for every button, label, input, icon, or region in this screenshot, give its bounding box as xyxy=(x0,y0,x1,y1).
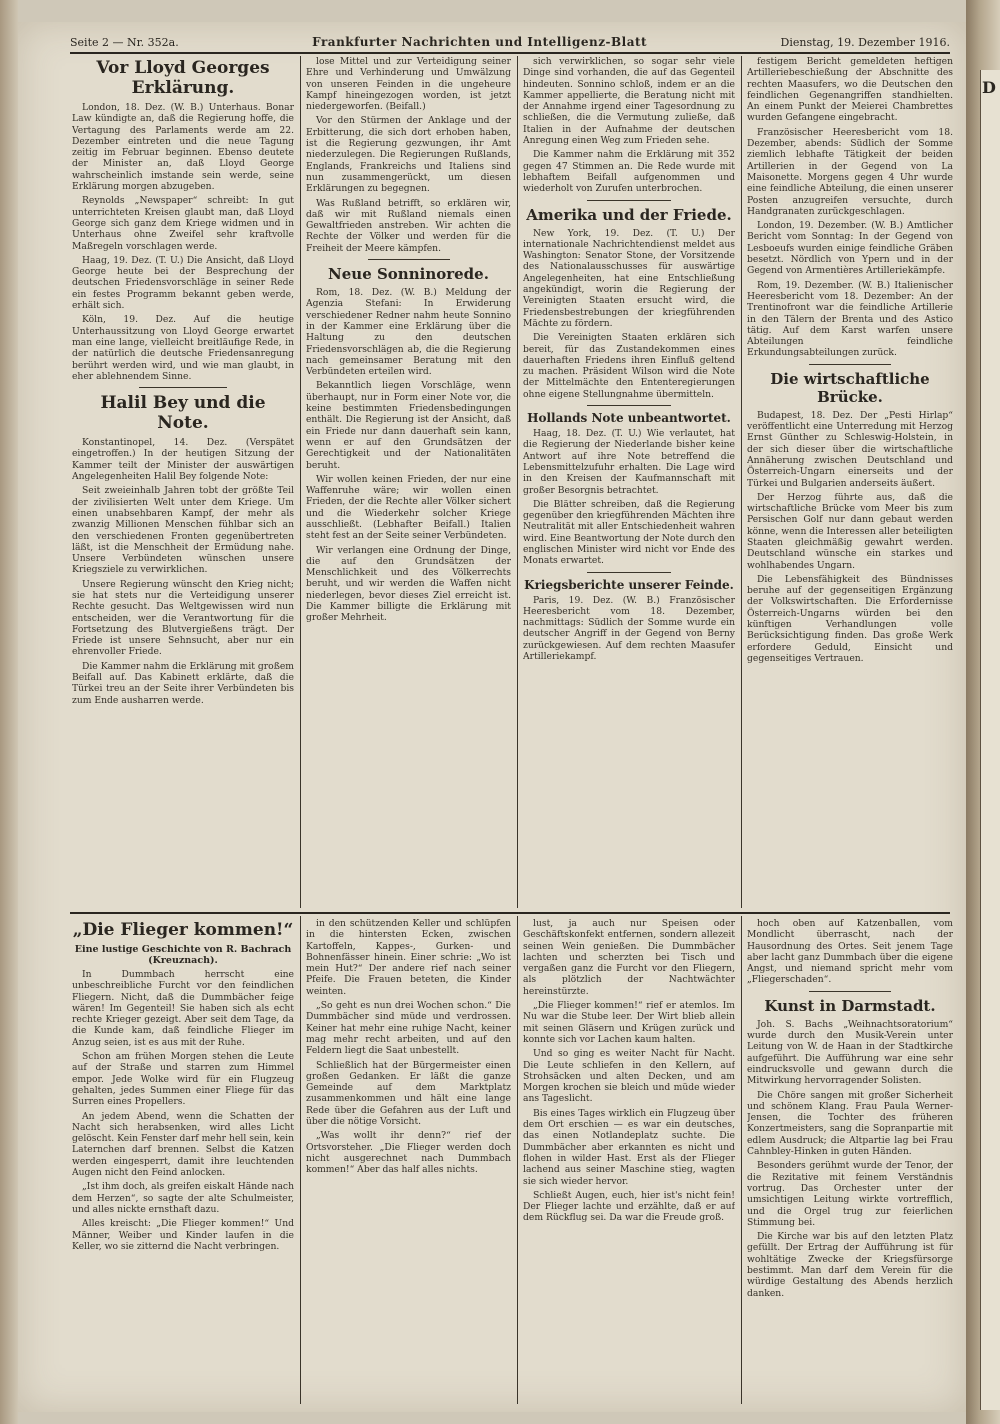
article-separator xyxy=(368,259,450,260)
article-paragraph: Was Rußland betrifft, so erklären wir, daß wir mit Rußland niemals einen Gewaltfrieden anstreben. Wir achten die Rechte der Völker und werden für die Freiheit der Meere kämpfen. xyxy=(306,197,511,254)
story-byline: Eine lustige Geschichte von R. Bachrach (Kreuznach). xyxy=(74,944,292,966)
masthead-rule xyxy=(70,52,950,54)
column-rule-6 xyxy=(741,916,742,1404)
next-page-edge xyxy=(966,0,1000,1424)
article-paragraph: Die Kammer nahm die Erklärung mit 352 gegen 47 Stimmen an. Die Rede wurde mit lebhaftem Beifall aufgenommen und wiederholt von Zurufen unterbrochen. xyxy=(523,149,735,195)
story-paragraph: Schon am frühen Morgen stehen die Leute auf der Straße und starren zum Himmel empor. Jede Wolke wird für ein Flugzeug gehalten, jedes Summen einer Fliege für das Surren eines Propellers. xyxy=(72,1051,294,1108)
page-number: Seite 2 — Nr. 352a. xyxy=(70,35,179,49)
headline-hollands-note: Hollands Note unbeantwortet. xyxy=(527,411,731,426)
story-paragraph: „So geht es nun drei Wochen schon.“ Die Dummbächer sind müde und verdrossen. Keiner hat mehr eine ruhige Nacht, keiner mag mehr recht arbeiten, und auf den Feldern liegt die Saat unbestellt. xyxy=(306,1000,511,1057)
article-separator xyxy=(587,572,672,573)
story-paragraph: „Was wollt ihr denn?“ rief der Ortsvorsteher. „Die Flieger werden doch nicht ausgerechnet nach Dummbach kommen!“ Aber das half alles nichts. xyxy=(306,1130,511,1176)
column-4 xyxy=(747,56,953,908)
column-rule-4 xyxy=(300,916,301,1404)
article-paragraph: Rom, 19. Dezember. (W. B.) Italienischer Heeresbericht vom 18. Dezember: An der Trentinofront war die feindliche Artillerie in den Tälern der Brenta und des Astico tätig. Auf dem Karst warfen unsere Abteilungen feindliche Erkundungsabteilungen zurück. xyxy=(747,279,953,359)
column-1 xyxy=(72,56,294,908)
article-paragraph: Der Herzog führte aus, daß die wirtschaftliche Brücke vom Meer bis zum Persischen Golf nur dann gebaut werden könne, wenn die Interessen aller beteiligten Staaten gleichmäßig gewahrt werden. Deutschland wünsche ein starkes und wohlhabendes Ungarn. xyxy=(747,491,953,571)
headline-sonnino: Neue Sonninorede. xyxy=(328,265,489,284)
article-paragraph: Vor den Stürmen der Anklage und der Erbitterung, die sich dort erhoben haben, ist die Regierung gezwungen, ihr Amt niederzulegen. Die Regierungen Rußlands, Englands, Frankreichs und Italiens sind nun zusammengerückt, um diesen Erklärungen zu begegnen. xyxy=(306,115,511,195)
feuilleton-column-4 xyxy=(747,918,953,1402)
article-separator xyxy=(809,991,891,992)
article-paragraph: Köln, 19. Dez. Auf die heutige Unterhaussitzung von Lloyd George erwartet man eine lange, vielleicht breitläufige Rede, in der natürlich die deutsche Friedensanregung berührt werden wird, und wie man glaubt, in eher ablehnendem Sinne. xyxy=(72,314,294,382)
section-divider xyxy=(70,912,950,914)
article-paragraph: London, 19. Dezember. (W. B.) Amtlicher Bericht vom Sonntag: In der Gegend von Lesboeufs wurden einige feindliche Gräben besetzt. Nördlich von Ypern und in der Gegend von Armentières Artilleriekämpfe. xyxy=(747,220,953,277)
article-paragraph: Wir wollen keinen Frieden, der nur eine Waffenruhe wäre; wir wollen einen Frieden, der die Rechte aller Völker sichert und die Wiederkehr solcher Kriege ausschließt. (Lebhafter Beifall.) Italien steht fest an der Seite seiner Verbündeten. xyxy=(306,473,511,542)
masthead xyxy=(70,34,950,50)
article-paragraph: Unsere Regierung wünscht den Krieg nicht; sie hat stets nur die Verteidigung unserer Rechte gesucht. Das Weltgewissen wird nun entscheiden, wer die Verantwortung für die Fortsetzung des Blutvergießens trägt. Der Friede ist unsere Sehnsucht, aber nur ein ehrenvoller Friede. xyxy=(72,578,294,658)
story-paragraph: Schließlich hat der Bürgermeister einen großen Gedanken. Er läßt die ganze Gemeinde auf dem Marktplatz zusammenkommen und hält eine lange Rede über die Gefahren aus der Luft und über die nötige Vorsicht. xyxy=(306,1059,511,1128)
article-paragraph: Paris, 19. Dez. (W. B.) Französischer Heeresbericht vom 18. Dezember, nachmittags: Südlich der Somme wurde ein deutscher Angriff in der Gegend von Berny zurückgewiesen. Auf dem rechten Maasufer Artilleriekampf. xyxy=(523,594,735,663)
article-paragraph: sich verwirklichen, so sogar sehr viele Dinge sind vorhanden, die auf das Gegenteil hindeuten. Sonnino schloß, indem er an die Kammer appellierte, die Beratung nicht mit der Annahme irgend einer Tagesordnung zu schließen, die die Vermutung zuließe, daß Italien in der Aufnahme der deutschen Anregung einen Weg zum Frieden sehe. xyxy=(523,56,735,147)
feuilleton-column-2 xyxy=(306,918,511,1402)
story-paragraph: „Die Flieger kommen!“ rief er atemlos. Im Nu war die Stube leer. Der Wirt blieb allein mit seinen Gläsern und Krügen zurück und konnte sich vor Lachen kaum halten. xyxy=(523,1000,735,1045)
column-rule-2 xyxy=(517,56,518,908)
story-paragraph: An jedem Abend, wenn die Schatten der Nacht sich herabsenken, wird alles Licht gelöscht. Kein Fenster darf mehr hell sein, kein Laternchen darf brennen. Selbst die Katzen werden eingesperrt, damit ihre leuchtenden Augen nicht den Feind anlocken. xyxy=(72,1110,294,1179)
issue-date: Dienstag, 19. Dezember 1916. xyxy=(780,35,950,49)
article-paragraph: Seit zweieinhalb Jahren tobt der größte Teil der zivilisierten Welt unter dem Kriege. Um einen unabsehbaren Kampf, der mehr als zwanzig Millionen Menschen fühlbar sich an den verschiedenen Fronten gegenübertreten läßt, ist die Menschheit der Ermüdung nahe. Unsere Verbündeten wünschen unsere Kriegsziele zu verwirklichen. xyxy=(72,485,294,576)
review-paragraph: Die Chöre sangen mit großer Sicherheit und schönem Klang. Frau Paula Werner-Jensen, die Tochter des früheren Konzertmeisters, sang die Sopranpartie mit edlem Ausdruck; die Altpartie lag bei Frau Cahnbley-Hinken in guten Händen. xyxy=(747,1089,953,1158)
story-paragraph: „Ist ihm doch, als greifen eiskalt Hände nach dem Herzen“, so sagte der alte Schulmeister, und alles nickte ernsthaft dazu. xyxy=(72,1181,294,1215)
next-page-letter: D xyxy=(982,78,996,97)
article-paragraph: Haag, 19. Dez. (T. U.) Die Ansicht, daß Lloyd George heute bei der Besprechung der deutschen Friedensvorschläge in seiner Rede ein festes Programm bekannt geben werde, erhält sich. xyxy=(72,254,294,312)
feuilleton-column-1 xyxy=(72,918,294,1402)
feuilleton-column-3 xyxy=(523,918,735,1402)
column-rule-5 xyxy=(517,916,518,1404)
next-page-strip xyxy=(980,70,1000,1410)
article-paragraph: Französischer Heeresbericht vom 18. Dezember, abends: Südlich der Somme ziemlich lebhafte Tätigkeit der beiden Artillerien in der Gegend von La Maisonette. Morgens gegen 4 Uhr wurde eine feindliche Abteilung, die einen unserer Posten anzugreifen versuchte, durch Handgranaten zurückgeschlagen. xyxy=(747,126,953,217)
story-paragraph: Schließt Augen, euch, hier ist's nicht fein! Der Flieger lachte und erzählte, daß er auf dem Rückflug sei. Da war die Freude groß. xyxy=(523,1189,735,1224)
article-paragraph: Wir verlangen eine Ordnung der Dinge, die auf den Grundsätzen der Menschlichkeit und des Völkerrechts beruht, und wir werden die Waffen nicht niederlegen, bevor dieses Ziel erreicht ist. Die Kammer billigte die Erklärung mit großer Mehrheit. xyxy=(306,544,511,624)
story-paragraph: lust, ja auch nur Speisen oder Geschäftskonfekt entfernen, sondern allezeit seinen Wein genießen. Die Dummbächer lachten und scherzten bei Tisch und vergaßen ganz die Furcht vor den Fliegern, als plötzlich der Nachtwächter hereinstürzte. xyxy=(523,918,735,997)
article-paragraph: Die Kammer nahm die Erklärung mit großem Beifall auf. Das Kabinett erklärte, daß die Türkei treu an der Seite ihrer Verbündeten bis zum Ende ausharren werde. xyxy=(72,660,294,706)
headline-amerika: Amerika und der Friede. xyxy=(526,205,732,224)
headline-halil-bey: Halil Bey und die Note. xyxy=(100,393,266,434)
article-paragraph: Die Blätter schreiben, daß die Regierung gegenüber den kriegführenden Mächten ihre Neutralität mit aller Entschiedenheit wahren wird. Eine Beantwortung der Note durch den englischen Minister wird nicht vor Ende des Monats erwartet. xyxy=(523,498,735,567)
headline-lloyd-george: Vor Lloyd Georges Erklärung. xyxy=(96,58,270,98)
column-rule-1 xyxy=(300,56,301,908)
article-paragraph: Konstantinopel, 14. Dez. (Verspätet eingetroffen.) In der heutigen Sitzung der Kammer teilt der Minister der auswärtigen Angelegenheiten Halil Bey folgende Note: xyxy=(72,437,294,483)
book-gutter-left xyxy=(0,0,18,1424)
article-paragraph: London, 18. Dez. (W. B.) Unterhaus. Bonar Law kündigte an, daß die Regierung hoffe, die Vertagung des Parlaments werde am 22. Dezember eintreten und die neue Tagung zeitig im Februar beginnen. Ebenso deutete der Minister an, daß Lloyd George wahrscheinlich imstande sein werde, seine Erklärung morgen abzugeben. xyxy=(72,102,294,193)
article-paragraph: Die Vereinigten Staaten erklären sich bereit, für das Zustandekommen eines dauerhaften Friedens ihren Einfluß geltend zu machen. Präsident Wilson wird die Note der Mittelmächte den Ententeregierungen ohne eigene Stellungnahme übermitteln. xyxy=(523,332,735,400)
article-paragraph: Haag, 18. Dez. (T. U.) Wie verlautet, hat die Regierung der Niederlande bisher keine Antwort auf ihre Note betreffend die Lebensmittelzufuhr erhalten. Die Lage wird in den Kreisen der Kaufmannschaft mit großer Besorgnis betrachtet. xyxy=(523,428,735,496)
headline-flieger-kommen: „Die Flieger kommen!“ xyxy=(72,920,294,940)
headline-kunst-darmstadt: Kunst in Darmstadt. xyxy=(764,996,936,1015)
article-separator xyxy=(587,200,672,201)
review-paragraph: Besonders gerühmt wurde der Tenor, der die Rezitative mit feinem Verständnis vortrug. Das Orchester unter der umsichtigen Leitung wirkte vortrefflich, und die Orgel trug zur feierlichen Stimmung bei. xyxy=(747,1160,953,1228)
story-paragraph: Bis eines Tages wirklich ein Flugzeug über dem Ort erschien — es war ein deutsches, das einen Notlandeplatz suchte. Die Dummbächer aber erkannten es nicht und flohen in wilder Hast. Erst als der Flieger lachend aus seiner Maschine stieg, wagten sie sich wieder hervor. xyxy=(523,1107,735,1187)
story-paragraph: hoch oben auf Katzenballen, vom Mondlicht überrascht, nach der Hausordnung des Ortes. Seit jenem Tage aber lacht ganz Dummbach über die eigene Angst, und niemand spricht mehr vom „Fliegerschaden“. xyxy=(747,918,953,986)
review-paragraph: Joh. S. Bachs „Weihnachtsoratorium“ wurde durch den Musik-Verein unter Leitung von W. de Haan in der Stadtkirche aufgeführt. Die Aufführung war eine sehr eindrucksvolle und gewann durch die Mitwirkung hervorragender Solisten. xyxy=(747,1018,953,1087)
article-paragraph: Budapest, 18. Dez. Der „Pesti Hirlap“ veröffentlicht eine Unterredung mit Herzog Ernst Günther zu Schleswig-Holstein, in der sich dieser über die wirtschaftliche Annäherung zwischen Deutschland und Österreich-Ungarn einerseits und der Türkei und Bulgarien anderseits äußert. xyxy=(747,409,953,489)
story-paragraph: Alles kreischt: „Die Flieger kommen!“ Und Männer, Weiber und Kinder laufen in die Keller, wo sie zitternd die Nacht verbringen. xyxy=(72,1218,294,1252)
article-paragraph: Reynolds „Newspaper“ schreibt: In gut unterrichteten Kreisen glaubt man, daß Lloyd George sich ganz dem Kriege widmen und in Unterhaus ohne Zweifel sehr kraftvolle Maßregeln vorschlagen werde. xyxy=(72,195,294,252)
headline-kriegsberichte: Kriegsberichte unserer Feinde. xyxy=(524,577,734,592)
article-paragraph: festigem Bericht gemeldeten heftigen Artilleriebeschießung der Abschnitte des rechten Maasufers, wo die Deutschen den feindlichen Gegenangriffen standhielten. An einem Punkt der Meierei Chambrettes wurden Gefangene eingebracht. xyxy=(747,56,953,124)
article-paragraph: lose Mittel und zur Verteidigung seiner Ehre und Verhinderung und Umwälzung von unseren Feinden in die ungeheure Kampf hineingezogen worden, ist jetzt niedergeworfen. (Beifall.) xyxy=(306,56,511,113)
headline-wirtschaftliche-bruecke: Die wirtschaftliche Brücke. xyxy=(770,369,930,406)
article-separator xyxy=(587,405,672,406)
newspaper-title: Frankfurter Nachrichten und Intelligenz-Blatt xyxy=(312,35,648,49)
column-2 xyxy=(306,56,511,908)
article-paragraph: Rom, 18. Dez. (W. B.) Meldung der Agenzia Stefani: In Erwiderung verschiedener Redner nahm heute Sonnino in der Kammer eine Erklärung über die Haltung zu den deutschen Friedensvorschlägen ab, die die Regierung nach gemeinsamer Beratung mit den Verbündeten erteilen wird. xyxy=(306,287,511,378)
article-paragraph: Bekanntlich liegen Vorschläge, wenn überhaupt, nur in Form einer Note vor, die keine bestimmten Friedensbedingungen enthält. Die Regierung ist der Ansicht, daß ein Friede nur dann dauerhaft sein kann, wenn er auf den Grundsätzen der Gerechtigkeit und der Nationalitäten beruht. xyxy=(306,380,511,471)
story-paragraph: In Dummbach herrscht eine unbeschreibliche Furcht vor den feindlichen Fliegern. Nicht, daß die Dummbächer feige wären! Im Gegenteil! Sie haben sich als echt rechte Krieger gezeigt. Aber seit dem Tage, da die Kunde kam, daß feindliche Flieger im Anzug seien, ist es aus mit der Ruhe. xyxy=(72,969,294,1048)
article-paragraph: New York, 19. Dez. (T. U.) Der internationale Nachrichtendienst meldet aus Washington: Senator Stone, der Vorsitzende des Nationalausschusses für auswärtige Angelegenheiten, hat eine Entschließung angekündigt, worin die Regierung der Vereinigten Staaten ersucht wird, die Friedensbestrebungen der kriegführenden Mächte zu fördern. xyxy=(523,227,735,329)
column-3 xyxy=(523,56,735,908)
article-separator xyxy=(139,387,228,388)
article-paragraph: Die Lebensfähigkeit des Bündnisses beruhe auf der gegenseitigen Ergänzung der Volkswirtschaften. Die Erfordernisse Österreich-Ungarns würden bei den künftigen Verhandlungen volle Berücksichtigung finden. Das große Werk erfordere Geduld, Einsicht und gegenseitiges Vertrauen. xyxy=(747,573,953,664)
review-paragraph: Die Kirche war bis auf den letzten Platz gefüllt. Der Ertrag der Aufführung ist für wohltätige Zwecke der Kriegsfürsorge bestimmt. Man darf dem Verein für die würdige Gestaltung des Abends herzlich danken. xyxy=(747,1231,953,1299)
article-separator xyxy=(809,364,891,365)
column-rule-3 xyxy=(741,56,742,908)
story-paragraph: Und so ging es weiter Nacht für Nacht. Die Leute schliefen in den Kellern, auf Strohsäcken und alten Decken, und am Morgen krochen sie bleich und müde wieder ans Tageslicht. xyxy=(523,1048,735,1105)
story-paragraph: in den schützenden Keller und schlüpfen in die hintersten Ecken, zwischen Kartoffeln, Kappes-, Gurken- und Bohnenfässer hinein. Einer schrie: „Wo ist mein Hut?“ Der andere rief nach seiner Pfeife. Die Frauen beteten, die Kinder weinten. xyxy=(306,918,511,997)
